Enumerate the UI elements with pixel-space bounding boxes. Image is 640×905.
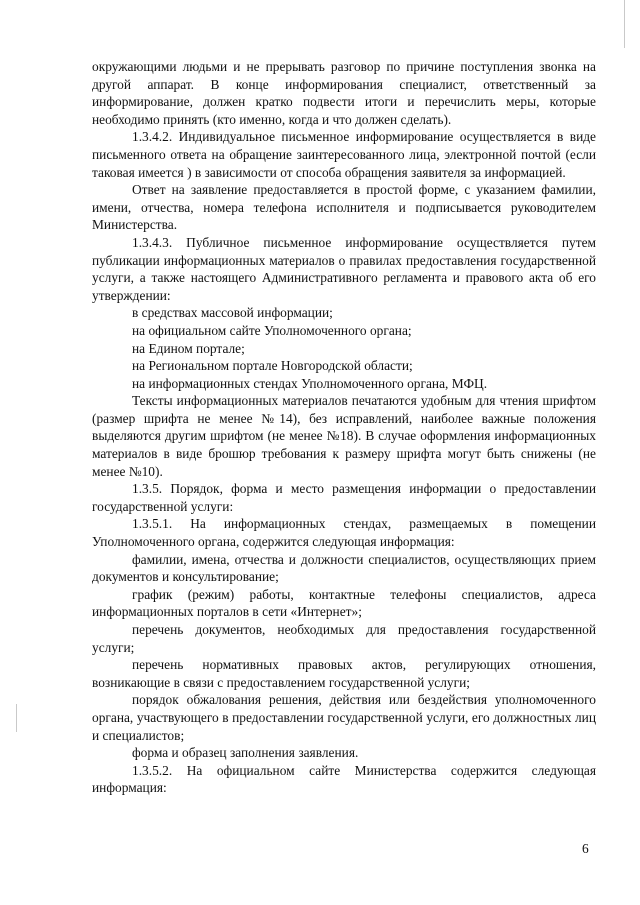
scan-edge-mark xyxy=(16,704,17,732)
page-number: 6 xyxy=(582,841,589,856)
list-item: форма и образец заполнения заявления. xyxy=(132,745,359,761)
paragraph: 1.3.5. Порядок, форма и место размещения информации о предоставлении государственной услуги: xyxy=(92,481,596,514)
paragraph: 1.3.4.3. Публичное письменное информирование осуществляется путем публикации информационных материалов о правилах предоставления государственной услуги, а также настоящего Административного регламента и правового акта об его утверждении: xyxy=(92,234,596,303)
list-item: на официальном сайте Уполномоченного органа; xyxy=(132,322,412,338)
list-item: на Региональном портале Новгородской области; xyxy=(132,358,413,374)
paragraph: 1.3.5.1. На информационных стендах, размещаемых в помещении Уполномоченного органа, содержится следующая информация: xyxy=(92,516,596,550)
paragraph: Тексты информационных материалов печатаются удобным для чтения шрифтом (размер шрифта не менее №14), без исправлений, наиболее важные положения выделяются другим шрифтом (не менее №18). В случае оформления информационных материалов в виде брошюр требования к размеру шрифта могут быть снижены (не менее №10). xyxy=(92,393,596,479)
list-item: на Едином портале; xyxy=(132,340,245,356)
scan-edge-mark xyxy=(624,0,625,48)
list-item: перечень нормативных правовых актов, регулирующих отношения, возникающие в связи с предоставлением государственной услуги; xyxy=(92,657,596,690)
paragraph: 1.3.5.2. На официальном сайте Министерства содержится следующая информация: xyxy=(92,762,596,796)
paragraph: Ответ на заявление предоставляется в простой форме, с указанием фамилии, имени, отчества, номера телефона исполнителя и подписывается руководителем Министерства. xyxy=(92,182,596,233)
document-body xyxy=(92,58,596,797)
paragraph: окружающими людьми и не прерывать разговор по причине поступления звонка на другой аппарат. В конце информирования специалист, ответственный за информирование, должен кратко подвести итоги и перечислить меры, которые необходимо принять (кто именно, когда и что должен сделать). xyxy=(92,59,596,127)
list-item: на информационных стендах Уполномоченного органа, МФЦ. xyxy=(132,375,488,391)
list-item: график (режим) работы, контактные телефоны специалистов, адреса информационных порталов в сети «Интернет»; xyxy=(92,586,596,620)
list-item: порядок обжалования решения, действия или бездействия уполномоченного органа, участвующего в предоставлении государственной услуги, его должностных лиц и специалистов; xyxy=(92,692,596,743)
list-item: в средствах массовой информации; xyxy=(132,305,333,321)
list-item: фамилии, имена, отчества и должности специалистов, осуществляющих прием документов и консультирование; xyxy=(92,551,596,585)
list-item: перечень документов, необходимых для предоставления государственной услуги; xyxy=(92,622,596,655)
paragraph: 1.3.4.2. Индивидуальное письменное информирование осуществляется в виде письменного ответа на обращение заинтересованного лица, электронной почтой (если таковая имеется ) в зависимости от способа обращения заявителя за информацией. xyxy=(92,129,596,180)
